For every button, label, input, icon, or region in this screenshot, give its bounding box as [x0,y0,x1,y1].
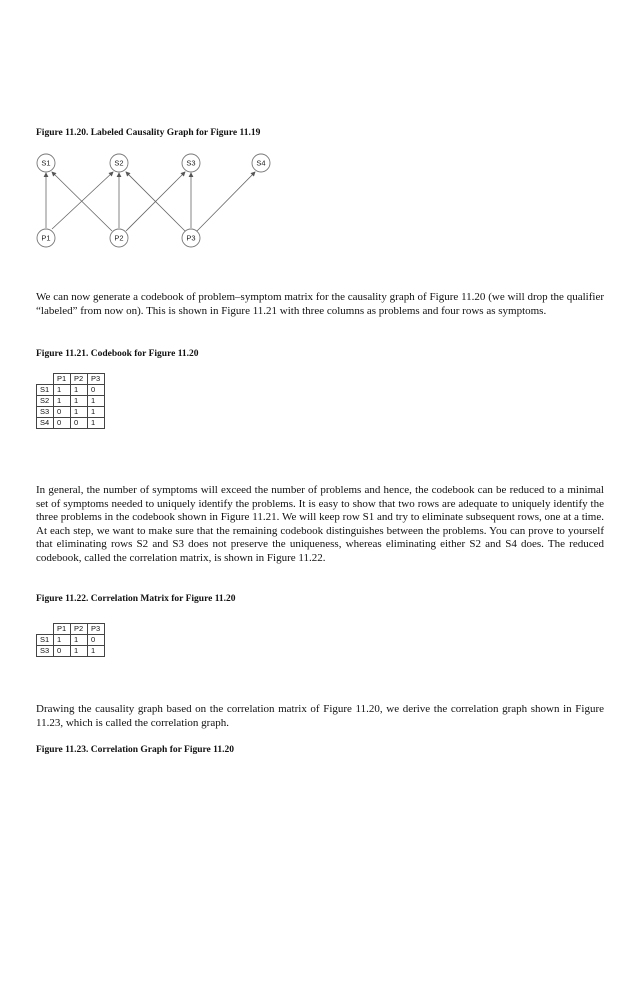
table-cell: 1 [88,646,105,657]
table-row [37,646,105,657]
table-cell: 0 [54,418,71,429]
paragraph-2: In general, the number of symptoms will exceed the number of problems and hence, the codebook can be reduced to a minimal set of symptoms needed to uniquely identify the problems. It is easy to show that two rows are adequate to uniquely identify the three problems in the codebook shown in Figure 11.21. We will keep row S1 and try to eliminate subsequent rows, one at a time. At each step, we want to make sure that the remaining codebook distinguishes between the problems. You can prove to yourself that eliminating rows S2 and S3 does not preserve the uniqueness, whereas eliminating either S2 and S4 does. The reduced codebook, called the correlation matrix, is shown in Figure 11.22. [36,484,604,564]
node-p3-label: P3 [186,233,196,243]
row-label: S2 [37,396,54,407]
table-row [37,396,105,407]
row-label: S1 [37,635,54,646]
paragraph-1: We can now generate a codebook of problem–symptom matrix for the causality graph of Figure 11.20 (we will drop the qualifier “labeled” from now on). This is shown in Figure 11.21 with three columns as problems and four rows as symptoms. [36,291,604,317]
table-cell: 0 [71,418,88,429]
correlation-header-row [37,624,105,635]
figure-11-20-caption: Figure 11.20. Labeled Causality Graph for Figure 11.19 [36,128,261,138]
edge-p3-s4 [197,172,255,231]
table-cell: 1 [54,396,71,407]
codebook-table [36,373,105,429]
table-cell: 1 [71,635,88,646]
correlation-header-p2: P2 [71,624,88,635]
table-row [37,407,105,418]
table-row [37,385,105,396]
row-label: S3 [37,407,54,418]
node-s3-label: S3 [186,158,196,168]
correlation-corner [37,624,54,635]
node-s2-label: S2 [114,158,124,168]
table-row [37,418,105,429]
codebook-header-p2: P2 [71,374,88,385]
table-cell: 1 [88,407,105,418]
figure-11-23-caption: Figure 11.23. Correlation Graph for Figure 11.20 [36,745,234,755]
table-cell: 0 [54,407,71,418]
codebook-corner [37,374,54,385]
codebook-header-p1: P1 [54,374,71,385]
table-cell: 1 [54,385,71,396]
correlation-header-p3: P3 [88,624,105,635]
node-p2-label: P2 [114,233,124,243]
paragraph-3: Drawing the causality graph based on the correlation matrix of Figure 11.20, we derive the correlation graph shown in Figure 11.23, which is called the correlation graph. [36,703,604,729]
table-cell: 1 [71,646,88,657]
row-label: S1 [37,385,54,396]
row-label: S3 [37,646,54,657]
table-row [37,635,105,646]
node-s1-label: S1 [41,158,51,168]
table-cell: 0 [88,385,105,396]
table-cell: 1 [71,407,88,418]
row-label: S4 [37,418,54,429]
table-cell: 1 [88,396,105,407]
codebook-header-row [37,374,105,385]
table-cell: 0 [88,635,105,646]
node-s4-label: S4 [256,158,266,168]
correlation-matrix-table [36,623,105,657]
correlation-header-p1: P1 [54,624,71,635]
table-cell: 1 [71,396,88,407]
table-cell: 1 [54,635,71,646]
figure-11-22-caption: Figure 11.22. Correlation Matrix for Figure 11.20 [36,594,236,604]
graph-edges [46,172,255,231]
table-cell: 1 [88,418,105,429]
table-cell: 1 [71,385,88,396]
table-cell: 0 [54,646,71,657]
codebook-header-p3: P3 [88,374,105,385]
figure-11-21-caption: Figure 11.21. Codebook for Figure 11.20 [36,349,199,359]
node-p1-label: P1 [41,233,51,243]
symptom-nodes [37,154,270,172]
